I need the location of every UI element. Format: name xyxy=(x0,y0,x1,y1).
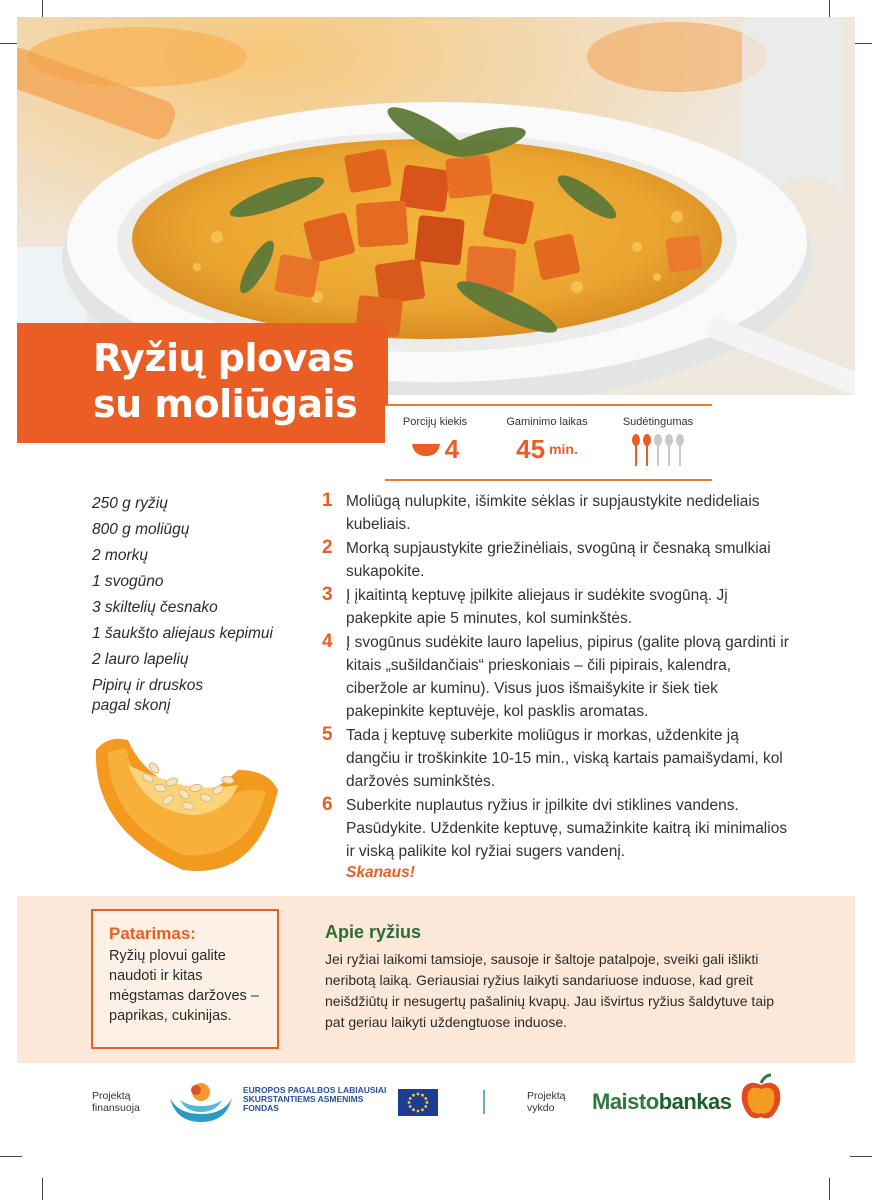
crop-mark xyxy=(850,1156,872,1157)
ingredient-item: 2 morkų xyxy=(92,547,148,564)
servings-label: Porcijų kiekis xyxy=(402,416,468,428)
step-number: 6 xyxy=(322,794,333,815)
about-title: Apie ryžius xyxy=(325,922,422,942)
fund-name-line-2: SKURSTANTIEMS ASMENIMS xyxy=(243,1094,364,1104)
crop-mark xyxy=(829,1178,830,1200)
ingredient-item xyxy=(92,676,312,716)
ingredient-item: 2 lauro lapelių xyxy=(92,651,189,668)
ingredient-item: 250 g ryžių xyxy=(92,495,168,512)
tip-title: Patarimas: xyxy=(109,924,196,943)
tip-box xyxy=(91,909,279,1049)
recipe-title xyxy=(93,335,388,427)
step-item xyxy=(322,631,792,723)
spoon-icon xyxy=(632,434,640,466)
step-text: Į įkaitintą keptuvę įpilkite aliejaus ir sudėkite svogūną. Jį pakepkite apie 5 minutes, kol suminkštės. xyxy=(346,587,728,627)
ingredient-line-2: pagal skonį xyxy=(92,697,171,714)
difficulty-label: Sudėtingumas xyxy=(622,416,694,428)
step-item xyxy=(322,537,792,583)
time-value: 45 xyxy=(516,434,546,464)
funded-label-line-1: Projektą xyxy=(92,1090,131,1102)
crop-mark xyxy=(42,1178,43,1200)
spoon-icon xyxy=(665,434,673,466)
spoon-icon xyxy=(643,434,651,466)
step-text: Moliūgą nulupkite, išimkite sėklas ir supjaustykite nedideliais kubeliais. xyxy=(346,493,760,533)
step-number: 1 xyxy=(322,490,333,511)
funded-by-label xyxy=(92,1090,140,1114)
step-number: 5 xyxy=(322,724,333,745)
org-name-part-1: Maisto xyxy=(592,1089,659,1114)
ingredient-item: 3 skiltelių česnako xyxy=(92,599,218,616)
step-number: 3 xyxy=(322,584,333,605)
about-rice xyxy=(325,922,795,1033)
step-item xyxy=(322,794,792,863)
run-by-label xyxy=(527,1090,566,1114)
title-line-2: su moliūgais xyxy=(93,382,358,426)
ingredients-list xyxy=(92,491,312,716)
tips-panel xyxy=(17,896,855,1063)
step-item xyxy=(322,584,792,630)
step-item xyxy=(322,490,792,536)
fund-logo xyxy=(166,1078,236,1124)
step-item xyxy=(322,724,792,793)
servings-info xyxy=(395,416,475,462)
crop-mark xyxy=(0,1156,22,1157)
step-number: 4 xyxy=(322,631,333,652)
run-label-line-2: vykdo xyxy=(527,1102,555,1114)
spoon-icon xyxy=(676,434,684,466)
tip-text: Ryžių plovui galite naudoti ir kitas mėgstamas daržoves – paprikas, cukinijas. xyxy=(109,948,259,1024)
footer-divider xyxy=(483,1090,485,1114)
bowl-icon xyxy=(411,441,441,457)
fund-name-line-3: FONDAS xyxy=(243,1103,279,1113)
maistobankas-logo-text xyxy=(592,1089,732,1115)
title-line-1: Ryžių plovas xyxy=(93,336,355,380)
pumpkin-slice-image xyxy=(88,730,280,880)
time-info xyxy=(497,416,597,462)
about-text: Jei ryžiai laikomi tamsioje, sausoje ir šaltoje patalpoje, sveiki gali išlikti neribotą laiką. Geriausiai ryžius laikyti sandariuose induose, kad greit neišdžiūtų ir nesugertų pašalinių kvapų. Jau išvirtus ryžius šaldytuve taip pat geriau laikyti uždengtuose induose. xyxy=(325,951,775,1030)
ingredient-item: 1 šaukšto aliejaus kepimui xyxy=(92,625,273,642)
run-label-line-1: Projektą xyxy=(527,1090,566,1102)
step-text: Morką supjaustykite griežinėliais, svogūną ir česnaką smulkiai sukapokite. xyxy=(346,540,771,580)
fund-name-line-1: EUROPOS PAGALBOS LABIAUSIAI xyxy=(243,1085,387,1095)
ingredient-item: 800 g moliūgų xyxy=(92,521,190,538)
apple-logo-icon xyxy=(739,1073,783,1121)
recipe-info-strip xyxy=(385,404,712,481)
fund-name xyxy=(243,1086,393,1113)
instructions-list xyxy=(322,490,792,864)
time-unit: min. xyxy=(549,441,578,457)
spoon-icon xyxy=(654,434,662,466)
step-text: Suberkite nuplautus ryžius ir įpilkite dvi stiklines vandens. Pasūdykite. Uždenkite keptuvę, sumažinkite kaitrą iki minimalios ir viską palikite kol ryžiai sugers vandenį. xyxy=(346,797,788,860)
funded-label-line-2: finansuoja xyxy=(92,1102,140,1114)
servings-value: 4 xyxy=(444,434,460,464)
closing-text: Skanaus! xyxy=(346,864,415,881)
eu-flag-icon xyxy=(398,1089,438,1116)
org-name-part-2: bankas xyxy=(658,1089,732,1114)
recipe-title-block xyxy=(17,323,388,443)
step-number: 2 xyxy=(322,537,333,558)
difficulty-info xyxy=(613,416,703,466)
ingredient-line-1: Pipirų ir druskos xyxy=(92,677,204,694)
time-label: Gaminimo laikas xyxy=(506,416,588,428)
difficulty-rating xyxy=(613,434,703,466)
step-text: Į svogūnus sudėkite lauro lapelius, pipirus (galite plovą gardinti ir kitais „sušildančiais“ prieskoniais – čili pipirais, kalendra, ciberžole ar kuminu). Visus juos išmaišykite ir šiek tiek pakepinkite keptuvėje, kol pasklis aromatas. xyxy=(346,634,789,720)
step-text: Tada į keptuvę suberkite moliūgus ir morkas, uždenkite ją dangčiu ir troškinkite 10-15 min., viską kartais pamaišydami, kol daržovės suminkštės. xyxy=(346,727,783,790)
ingredient-item: 1 svogūno xyxy=(92,573,164,590)
